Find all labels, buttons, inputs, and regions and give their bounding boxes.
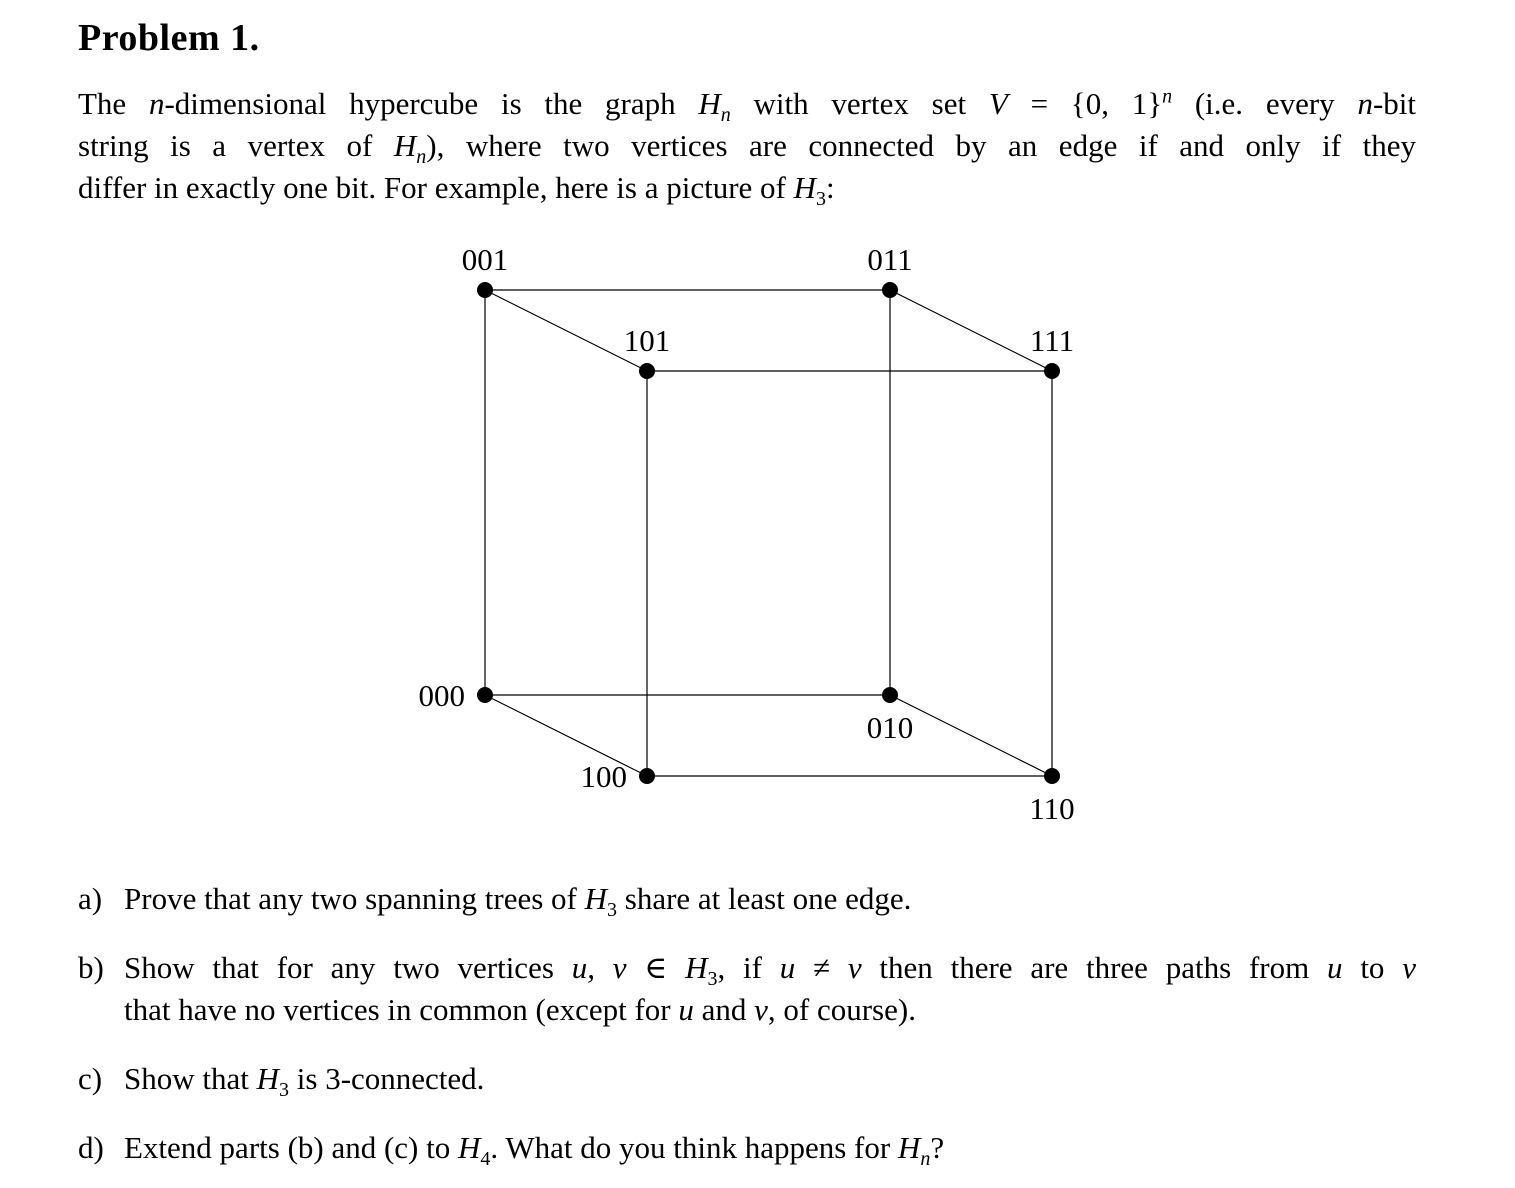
label-011: 011 xyxy=(867,242,913,277)
math-H: H xyxy=(698,86,721,121)
math-n: n xyxy=(1357,86,1373,121)
label-000: 000 xyxy=(418,678,465,713)
text: , of course). xyxy=(767,992,916,1027)
math-neq: ≠ xyxy=(795,950,848,985)
math-sub-n: n xyxy=(416,146,427,169)
vertex-010 xyxy=(882,687,898,703)
math-v: v xyxy=(754,992,768,1027)
math-sub-4: 4 xyxy=(480,1148,491,1171)
text: . What do you think happens for xyxy=(490,1130,898,1165)
math-H: H xyxy=(458,1130,481,1165)
text: The xyxy=(78,86,149,121)
label-101: 101 xyxy=(623,323,671,358)
vertex-000 xyxy=(477,687,493,703)
math-V: V xyxy=(988,86,1008,121)
part-c-text xyxy=(124,1058,1416,1100)
edge-001-101 xyxy=(485,290,647,371)
text: -bit xyxy=(1372,86,1416,121)
math-sub-n: n xyxy=(720,104,731,127)
text: to xyxy=(1342,950,1403,985)
problem-title: Problem 1. xyxy=(78,17,260,59)
text: Show that for any two vertices xyxy=(124,950,572,985)
vertex-001 xyxy=(477,282,493,298)
text: differ in exactly one bit. For example, here is a picture of xyxy=(78,170,794,205)
part-b-text xyxy=(124,947,1416,1031)
math-sub-3: 3 xyxy=(279,1079,290,1102)
vertex-110 xyxy=(1044,768,1060,784)
math-sub-n: n xyxy=(920,1148,931,1171)
math-in: ∈ xyxy=(626,950,686,985)
math-set: = {0, 1} xyxy=(1007,86,1163,121)
math-n: n xyxy=(148,86,165,121)
math-u: u xyxy=(1327,950,1343,985)
vertex-101 xyxy=(639,363,655,379)
text: share at least one edge. xyxy=(617,881,912,916)
math-H: H xyxy=(793,170,817,205)
vertex-111 xyxy=(1044,363,1060,379)
text: -dimensional hypercube is the graph xyxy=(164,86,699,121)
math-uv: u, v xyxy=(571,950,627,985)
label-111: 111 xyxy=(1029,323,1075,358)
part-label: c) xyxy=(78,1061,103,1096)
text: , if xyxy=(717,950,780,985)
math-v: v xyxy=(1402,950,1416,985)
math-H: H xyxy=(584,881,607,916)
vertex-100 xyxy=(639,768,655,784)
text: Show that xyxy=(124,1061,257,1096)
math-u: u xyxy=(678,992,694,1027)
math-H: H xyxy=(897,1130,921,1165)
text: is 3-connected. xyxy=(289,1061,485,1096)
math-sub-3: 3 xyxy=(816,188,827,211)
cube-edges xyxy=(485,290,1052,776)
text: Extend parts (b) and (c) to xyxy=(124,1130,458,1165)
label-001: 001 xyxy=(461,242,509,277)
cube-vertices xyxy=(477,282,1060,784)
text: (i.e. every xyxy=(1172,86,1358,121)
part-label: d) xyxy=(78,1130,104,1165)
text: with vertex set xyxy=(730,86,989,121)
part-label: b) xyxy=(78,950,104,985)
text: ), where two vertices are connected by an edge if and only if they xyxy=(426,128,1416,163)
vertex-011 xyxy=(882,282,898,298)
text: : xyxy=(826,170,835,205)
text: ? xyxy=(930,1130,945,1165)
math-sup-n: n xyxy=(1162,85,1173,108)
math-H: H xyxy=(685,950,708,985)
text: then there are three paths from xyxy=(861,950,1328,985)
math-H: H xyxy=(393,128,417,163)
math-sub-3: 3 xyxy=(707,968,718,991)
text: Prove that any two spanning trees of xyxy=(124,881,585,916)
part-label: a) xyxy=(78,881,103,916)
label-110: 110 xyxy=(1029,791,1075,826)
edge-010-110 xyxy=(890,695,1052,776)
math-v: v xyxy=(847,950,862,985)
math-u: u xyxy=(779,950,796,985)
label-010: 010 xyxy=(866,710,914,745)
math-H: H xyxy=(256,1061,280,1096)
part-d-text xyxy=(124,1127,1416,1169)
label-100: 100 xyxy=(580,759,627,794)
text: and xyxy=(693,992,755,1027)
part-a-text xyxy=(124,878,1416,920)
edge-011-111 xyxy=(890,290,1052,371)
math-sub-3: 3 xyxy=(607,899,617,922)
text: string is a vertex of xyxy=(78,128,394,163)
text: that have no vertices in common (except for xyxy=(124,992,679,1027)
